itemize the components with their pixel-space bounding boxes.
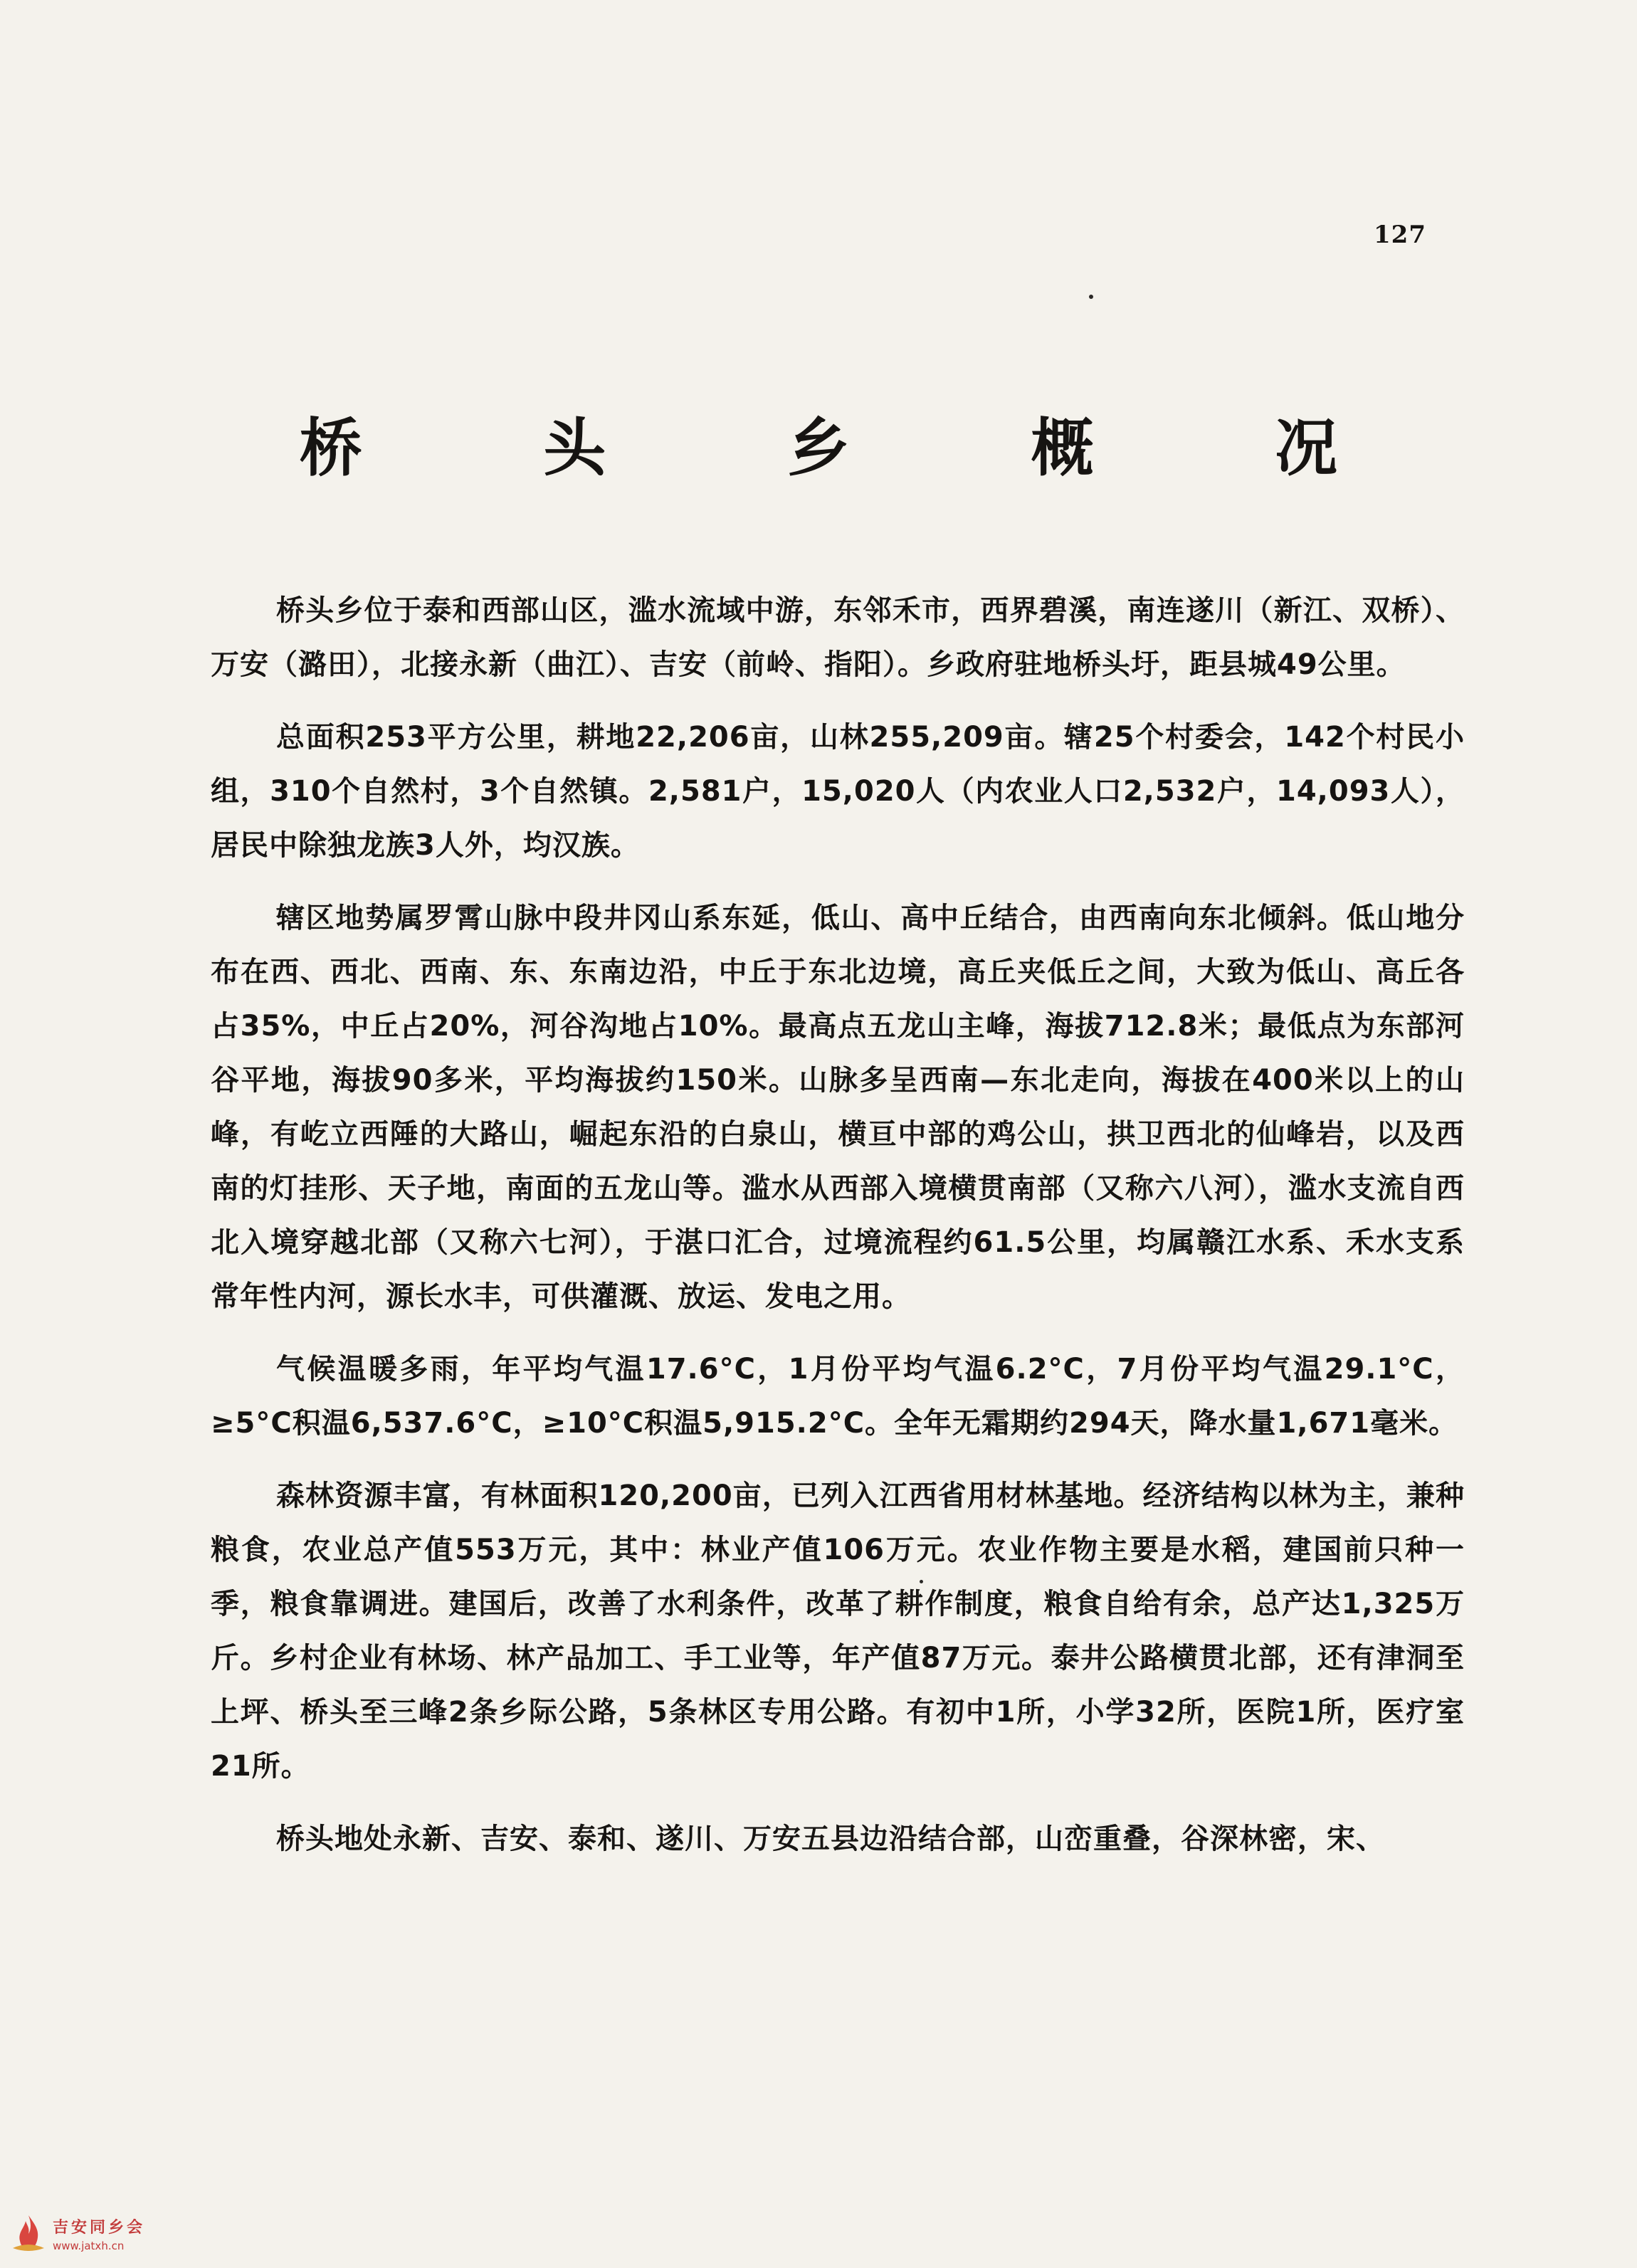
paragraph-terrain: 辖区地势属罗霄山脉中段井冈山系东延，低山、高中丘结合，由西南向东北倾斜。低山地分布在西、西北、西南、东、东南边沿，中丘于东北边境，高丘夹低丘之间，大致为低山、高丘各占35%，中丘占20%，河谷沟地占10%。最高点五龙山主峰，海拔712.8米；最低点为东部河谷平地，海拔90多米，平均海拔约150米。山脉多呈西南—东北走向，海拔在400米以上的山峰，有屹立西陲的大路山，崛起东沿的白泉山，横亘中部的鸡公山，拱卫西北的仙峰岩，以及西南的灯挂形、天子地，南面的五龙山等。滥水从西部入境横贯南部（又称六八河），滥水支流自西北入境穿越北部（又称六七河），于湛口汇合，过境流程约61.5公里，均属赣江水系、禾水支系常年性内河，源长水丰，可供灌溉、放运、发电之用。 bbox=[211, 902, 1465, 1313]
paragraph-location: 桥头乡位于泰和西部山区，滥水流域中游，东邻禾市，西界碧溪，南连遂川（新江、双桥）、万安（潞田），北接永新（曲江）、吉安（前岭、指阳）。乡政府驻地桥头圩，距县城49公里。 bbox=[211, 594, 1465, 681]
watermark-url: www.jatxh.cn bbox=[53, 2240, 125, 2252]
scan-speck bbox=[1089, 295, 1093, 299]
flame-logo-icon bbox=[7, 2212, 50, 2255]
paragraph-climate: 气候温暖多雨，年平均气温17.6°C，1月份平均气温6.2°C，7月份平均气温29.1°C，≥5°C积温6,537.6°C，≥10°C积温5,915.2°C。全年无霜期约294天，降水量1,671毫米。 bbox=[211, 1353, 1465, 1440]
paragraph-area-population: 总面积253平方公里，耕地22,206亩，山林255,209亩。辖25个村委会，142个村民小组，310个自然村，3个自然镇。2,581户，15,020人（内农业人口2,532户，14,093人），居民中除独龙族3人外，均汉族。 bbox=[211, 721, 1465, 862]
paragraph-economy: 森林资源丰富，有林面积120,200亩，已列入江西省用材林基地。经济结构以林为主，兼种粮食，农业总产值553万元，其中：林业产值106万元。农业作物主要是水稻，建国前只种一季，粮食靠调进。建国后，改善了水利条件，改革了耕作制度，粮食自给有余，总产达1,325万斤。乡村企业有林场、林产品加工、手工业等，年产值87万元。泰井公路横贯北部，还有津洞至上坪、桥头至三峰2条乡际公路，5条林区专用公路。有初中1所，小学32所，医院1所，医疗室21所。 bbox=[211, 1480, 1465, 1783]
body-text bbox=[211, 584, 1465, 1884]
watermark-name: 吉安同乡会 bbox=[53, 2219, 146, 2237]
page-title: 桥 头 乡 概 况 bbox=[299, 411, 1418, 485]
page-number: 127 bbox=[1374, 221, 1426, 249]
watermark bbox=[7, 2211, 171, 2262]
paragraph-history: 桥头地处永新、吉安、泰和、遂川、万安五县边沿结合部，山峦重叠，谷深林密，宋、 bbox=[276, 1823, 1385, 1855]
